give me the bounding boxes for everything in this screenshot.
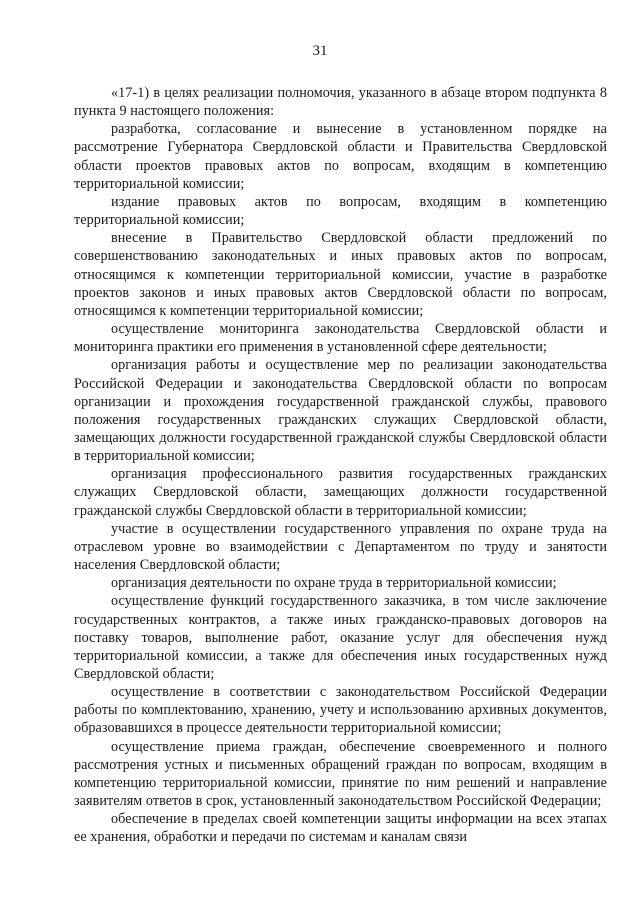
paragraph-item: осуществление в соответствии с законодательством Российской Федерации работы по комплектованию, хранению, учету и использованию архивных документов, образовавшихся в процессе деятельности территориальной комиссии; xyxy=(74,684,607,737)
paragraph-item: участие в осуществлении государственного управления по охране труда на отраслевом уровне во взаимодействии с Департаментом по труду и занятости населения Свердловской области; xyxy=(74,520,607,574)
paragraph-item: осуществление приема граждан, обеспечение своевременного и полного рассмотрения устных и письменных обращений граждан по вопросам, входящим в компетенцию территориальной комиссии, принятие по ним решений и направление заявителям ответов в срок, установленный законодательством Российской Федерации; xyxy=(74,738,607,810)
paragraph-item: внесение в Правительство Свердловской области предложений по совершенствованию законодательных и иных правовых актов по вопросам, относящимся к компетенции территориальной комиссии, участие в разработке проектов законов и иных правовых актов Свердловской области по вопросам, относящимся к компетенции территориальной комиссии; xyxy=(74,230,607,319)
paragraph-item: осуществление мониторинга законодательства Свердловской области и мониторинга практики его применения в установленной сфере деятельности; xyxy=(74,321,607,356)
paragraph-item: организация работы и осуществление мер по реализации законодательства Российской Федерации и законодательства Свердловской области по вопросам организации и прохождения государственной гражданской службы, правового положения государственных гражданских служащих Свердловской области, замещающих должности государственной гражданской службы Свердловской области в территориальной комиссии; xyxy=(74,357,607,465)
paragraph-item: организация профессионального развития государственных гражданских служащих Свердловской области, замещающих должности государственной гражданской службы Свердловской области в территориальной комиссии; xyxy=(74,466,607,519)
paragraph-item: обеспечение в пределах своей компетенции защиты информации на всех этапах ее хранения, обработки и передачи по системам и каналам связи xyxy=(74,811,607,846)
paragraph-item: организация деятельности по охране труда в территориальной комиссии; xyxy=(111,575,557,592)
paragraph-intro: «17-1) в целях реализации полномочия, указанного в абзаце втором подпункта 8 пункта 9 настоящего положения: xyxy=(74,85,607,120)
paragraph-item: осуществление функций государственного заказчика, в том числе заключение государственных контрактов, а также иных гражданско-правовых договоров на поставку товаров, выполнение работ, оказание услуг для обеспечения нужд территориальной комиссии, а также для обеспечения иных государственных нужд Свердловской области; xyxy=(74,593,607,682)
paragraph-item: издание правовых актов по вопросам, входящим в компетенцию территориальной комиссии; xyxy=(74,193,607,229)
page-number: 31 xyxy=(312,43,328,59)
document-body xyxy=(74,84,607,847)
paragraph-item: разработка, согласование и вынесение в установленном порядке на рассмотрение Губернатора Свердловской области и Правительства Свердловской области проектов правовых актов по вопросам, входящим в компетенцию территориальной комиссии; xyxy=(74,121,607,192)
